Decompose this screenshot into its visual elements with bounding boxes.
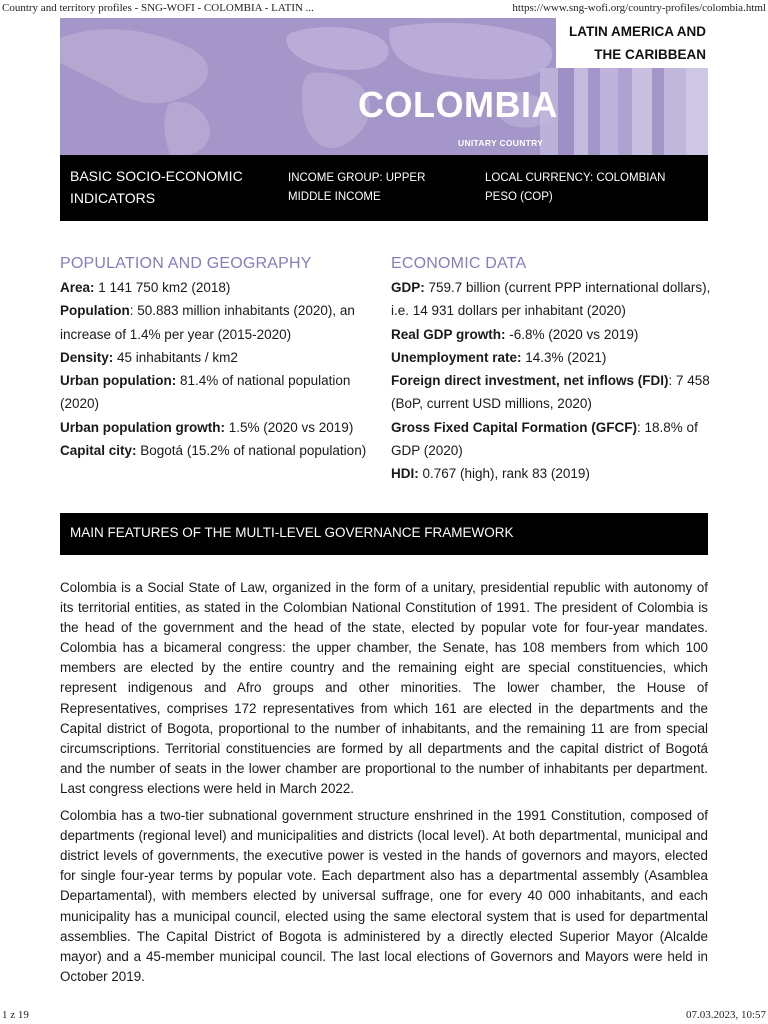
gdp-value: 759.7 billion (current PPP international dollars), i.e. 14 931 dollars per inhabitant (2020) (391, 280, 711, 319)
print-page-url: https://www.sng-wofi.org/country-profiles/colombia.html (512, 2, 766, 14)
gfcf-value: : 18.8% of GDP (2020) (391, 419, 698, 459)
gdp-item (391, 276, 711, 323)
print-page-title: Country and territory profiles - SNG-WOFI - COLOMBIA - LATIN ... (2, 2, 314, 14)
density-item (60, 346, 370, 369)
socio-economic-indicators-bar (60, 155, 708, 221)
indicators-title: BASIC SOCIO-ECONOMIC INDICATORS (70, 168, 243, 206)
governance-body (60, 578, 708, 994)
urban-growth-label: Urban population growth: (60, 419, 225, 435)
area-value: 1 141 750 km2 (2018) (94, 280, 231, 295)
fdi-value: : 7 458 (BoP, current USD millions, 2020) (391, 373, 710, 412)
economic-heading: ECONOMIC DATA (391, 255, 527, 272)
print-header (0, 0, 768, 18)
capital-city-item (60, 439, 370, 462)
economic-data-section (391, 252, 711, 486)
capital-city-value: Bogotá (15.2% of national population) (136, 443, 367, 459)
fdi-item (391, 369, 711, 416)
urban-population-item (60, 369, 370, 416)
income-group: INCOME GROUP: UPPER MIDDLE INCOME (288, 172, 426, 203)
governance-heading: MAIN FEATURES OF THE MULTI-LEVEL GOVERNANCE FRAMEWORK (70, 525, 514, 540)
governance-heading-bar (60, 513, 708, 555)
urban-growth-item (60, 416, 370, 439)
gdp-growth-value: -6.8% (2020 vs 2019) (505, 326, 639, 342)
urban-growth-value: 1.5% (2020 vs 2019) (224, 419, 354, 435)
print-footer (0, 1006, 768, 1024)
country-banner (60, 18, 708, 155)
population-heading: POPULATION AND GEOGRAPHY (60, 255, 312, 272)
gdp-growth-label: Real GDP growth: (391, 326, 506, 342)
unemployment-value: 14.3% (2021) (521, 349, 607, 365)
density-label: Density: (60, 349, 114, 365)
country-title: COLOMBIA (358, 84, 558, 125)
hdi-value: 0.767 (high), rank 83 (2019) (418, 466, 590, 482)
gfcf-item (391, 416, 711, 463)
population-item (60, 299, 370, 346)
population-geography-section (60, 252, 370, 462)
urban-population-value: 81.4% of national population (2020) (60, 373, 351, 412)
unemployment-label: Unemployment rate: (391, 349, 522, 365)
unemployment-item (391, 346, 711, 369)
gdp-label: GDP: (391, 280, 425, 295)
hdi-label: HDI: (391, 466, 419, 482)
country-type-label: UNITARY COUNTRY (458, 138, 544, 148)
density-value: 45 inhabitants / km2 (113, 349, 238, 365)
governance-paragraph: Colombia is a Social State of Law, organized in the form of a unitary, presidential republic with autonomy of its territorial entities, as stated in the Colombian National Constitution of 1991. The president of Colombia is the head of the government and the head of the state, elected by popular vote for four-year mandates. Colombia has a bicameral congress: the upper chamber, the Senate, has 108 members from which 100 members are elected by the entire country and the remaining eight are special constituencies, which represent indigenous and Afro groups and other minorities. The lower chamber, the House of Representatives, comprises 172 representatives from which 161 are elected in the departments and the Capital district of Bogota, proportional to the number of inhabitants, and the remaining 11 are from special circumscriptions. Territorial constituencies are formed by all departments and the capital district of Bogotá and the number of seats in the lower chamber are proportional to the number of inhabitants per department. Last congress elections were held in March 2022. (60, 580, 708, 796)
hdi-item (391, 462, 711, 485)
fdi-label: Foreign direct investment, net inflows (FDI) (391, 373, 669, 389)
page-number: 1 z 19 (2, 1009, 29, 1021)
governance-paragraph: Colombia has a two-tier subnational government structure enshrined in the 1991 Constitution, composed of departments (regional level) and municipalities and districts (local level). At both departmental, municipal and district levels of governments, the executive power is vested in the hands of governors and mayors, elected for single four-year terms by popular vote. Each department also has a departmental assembly (Asamblea Departamental), with members elected by universal suffrage, one for every 40 000 inhabitants, and each municipality has a municipal council, elected using the same electoral system that is used for departmental assemblies. The Capital District of Bogota is administered by a directly elected Superior Mayor (Alcalde mayor) and a 45-member municipal council. The last local elections of Governors and Mayors were held in October 2019. (60, 808, 708, 984)
population-value: : 50.883 million inhabitants (2020), an increase of 1.4% per year (2015-2020) (60, 303, 355, 342)
local-currency: LOCAL CURRENCY: COLOMBIAN PESO (COP) (485, 172, 666, 203)
region-label: LATIN AMERICA AND THE CARIBBEAN (569, 24, 706, 62)
print-datetime: 07.03.2023, 10:57 (685, 1009, 766, 1021)
capital-city-label: Capital city: (60, 443, 137, 459)
area-label: Area: (60, 280, 95, 295)
gfcf-label: Gross Fixed Capital Formation (GFCF) (391, 419, 638, 435)
area-item (60, 276, 370, 299)
urban-population-label: Urban population: (60, 373, 177, 389)
population-label: Population (60, 303, 130, 319)
gdp-growth-item (391, 323, 711, 346)
